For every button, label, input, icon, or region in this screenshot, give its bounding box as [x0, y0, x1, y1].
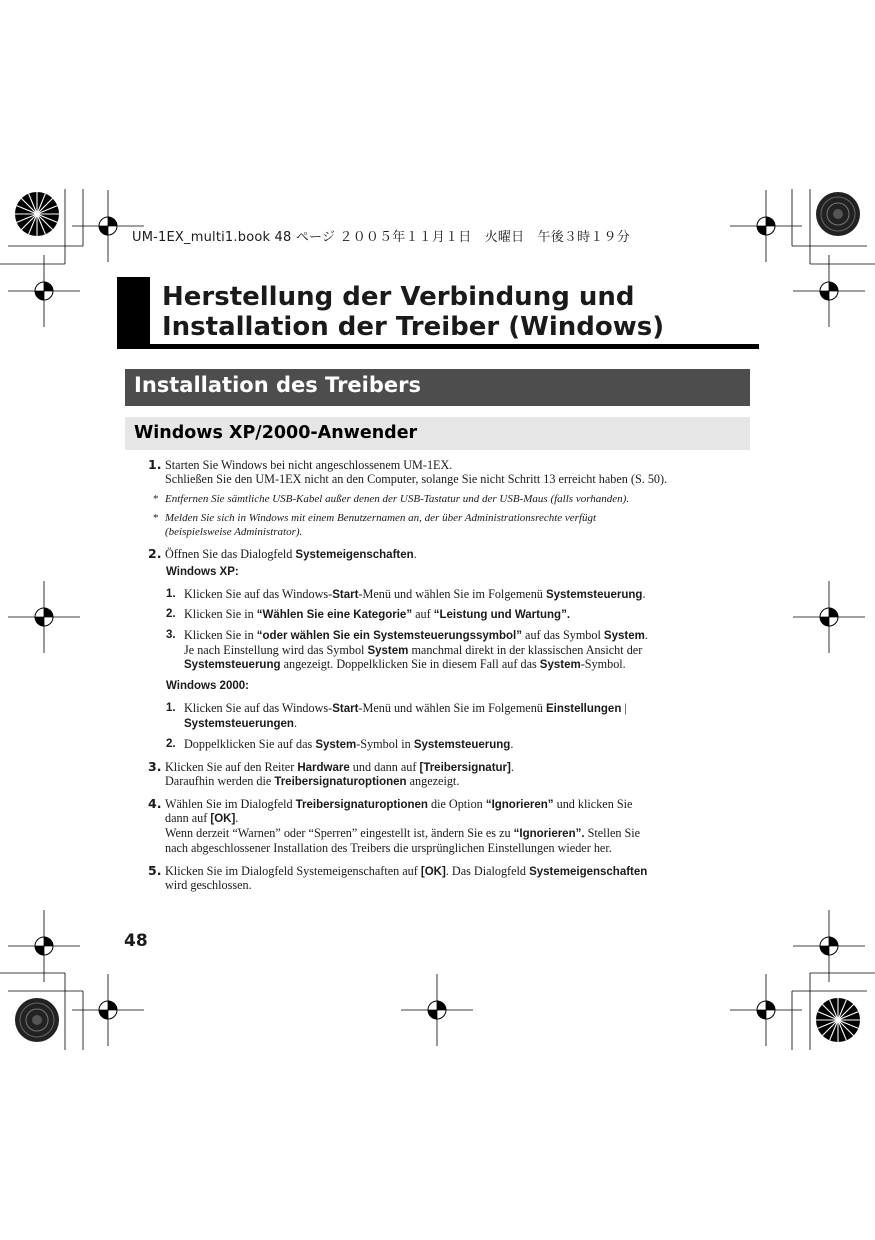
step-4-line2: dann auf [OK].: [165, 811, 239, 825]
step-1-line1: Starten Sie Windows bei nicht angeschlossenem UM-1EX.: [165, 458, 453, 472]
winxp-step-2-number: 2.: [166, 608, 176, 620]
win2000-step-1-number: 1.: [166, 702, 176, 714]
note-2-line2: (beispielsweise Administrator).: [165, 526, 303, 538]
title-accent-bar: [117, 277, 150, 348]
step-1-number: 1.: [148, 457, 162, 472]
step-1-line2: Schließen Sie den UM-1EX nicht an den Computer, solange Sie nicht Schritt 13 erreicht haben (S. 50).: [165, 472, 668, 486]
winxp-step-3-line1: Klicken Sie in “oder wählen Sie ein Systemsteuerungssymbol” auf das Symbol System.: [184, 628, 648, 642]
note-2-line1: Melden Sie sich in Windows mit einem Benutzernamen an, der über Administrationsrechte verfügt: [165, 512, 597, 524]
win2000-step-1-line2: Systemsteuerungen.: [184, 716, 297, 730]
win2000-step-2-text: Doppelklicken Sie auf das System-Symbol in Systemsteuerung.: [184, 737, 514, 751]
page-title-line1: Herstellung der Verbindung und: [162, 282, 635, 312]
step-2-number: 2.: [148, 546, 162, 561]
page-title: [162, 282, 664, 342]
step-4-line4: nach abgeschlossener Installation des Treibers die ursprünglichen Einstellungen wieder her.: [165, 841, 612, 855]
winxp-step-3-line2: Je nach Einstellung wird das Symbol System manchmal direkt in der klassischen Ansicht der: [184, 643, 643, 657]
step-3-number: 3.: [148, 759, 162, 774]
win2000-step-2-number: 2.: [166, 738, 176, 750]
note-2-marker: *: [153, 512, 159, 524]
winxp-step-3-number: 3.: [166, 629, 176, 641]
step-5-line1: Klicken Sie im Dialogfeld Systemeigenschaften auf [OK]. Das Dialogfeld Systemeigenschaften: [165, 864, 648, 878]
title-rule: [117, 344, 759, 349]
note-1-marker: *: [153, 493, 159, 505]
step-5-number: 5.: [148, 863, 162, 878]
step-3-line1: Klicken Sie auf den Reiter Hardware und dann auf [Treibersignatur].: [165, 760, 514, 774]
win2000-label: Windows 2000:: [166, 680, 249, 692]
step-4-line1: Wählen Sie im Dialogfeld Treibersignaturoptionen die Option “Ignorieren” und klicken Sie: [165, 797, 633, 811]
win2000-step-1-line1: Klicken Sie auf das Windows-Start-Menü und wählen Sie im Folgemenü Einstellungen |: [184, 701, 627, 715]
winxp-step-1-text: Klicken Sie auf das Windows-Start-Menü und wählen Sie im Folgemenü Systemsteuerung.: [184, 587, 646, 601]
step-2-text: Öffnen Sie das Dialogfeld Systemeigenschaften.: [165, 547, 417, 561]
winxp-step-2-text: Klicken Sie in “Wählen Sie eine Kategorie” auf “Leistung und Wartung”.: [184, 607, 571, 621]
step-5-line2: wird geschlossen.: [165, 878, 252, 892]
step-4-number: 4.: [148, 796, 162, 811]
page-number: 48: [124, 931, 148, 951]
print-header: UM-1EX_multi1.book 48 ページ ２００５年１１月１日 火曜日 午後３時１９分: [132, 230, 630, 245]
winxp-label: Windows XP:: [166, 566, 239, 578]
step-3-line2: Daraufhin werden die Treibersignaturoptionen angezeigt.: [165, 774, 460, 788]
step-4-line3: Wenn derzeit “Warnen” oder “Sperren” eingestellt ist, ändern Sie es zu “Ignorieren”. Stellen Sie: [165, 826, 641, 840]
subsection-title: Windows XP/2000-Anwender: [134, 423, 418, 443]
winxp-step-1-number: 1.: [166, 588, 176, 600]
winxp-step-3-line3: Systemsteuerung angezeigt. Doppelklicken Sie in diesem Fall auf das System-Symbol.: [184, 657, 626, 671]
section-title: Installation des Treibers: [134, 373, 421, 397]
page-title-line2: Installation der Treiber (Windows): [162, 312, 665, 342]
note-1-text: Entfernen Sie sämtliche USB-Kabel außer denen der USB-Tastatur und der USB-Maus (falls vorhanden).: [165, 493, 630, 505]
